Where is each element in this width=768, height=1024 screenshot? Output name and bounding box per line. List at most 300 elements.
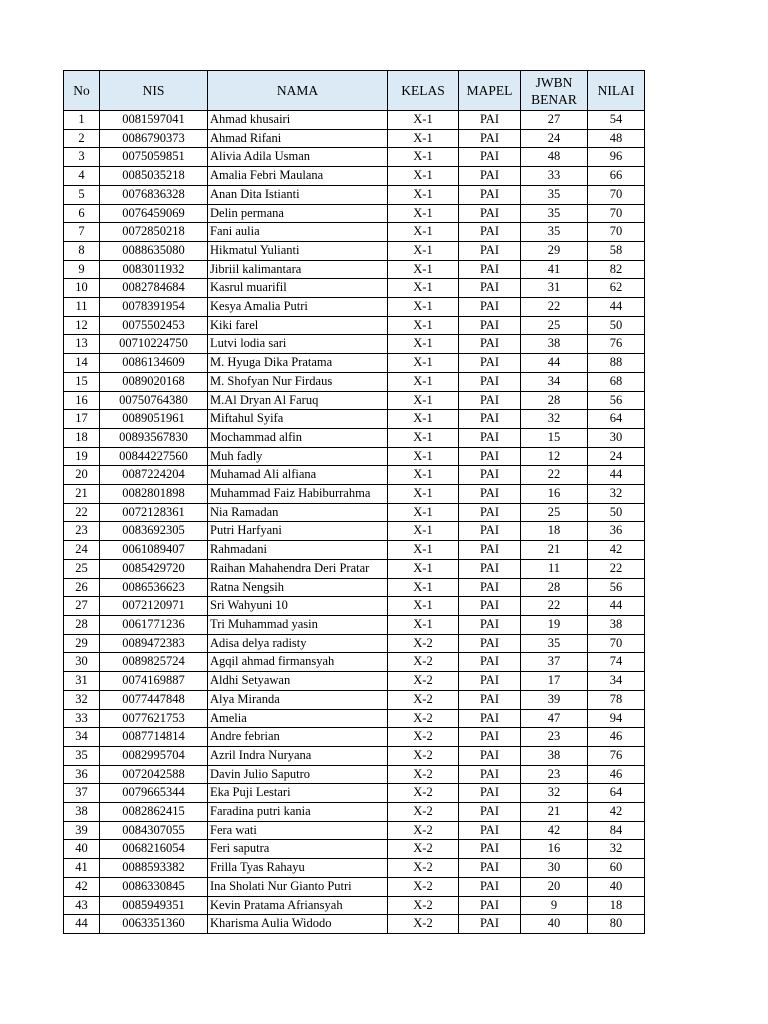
cell-nama: Anan Dita Istianti: [208, 185, 388, 204]
cell-mapel: PAI: [459, 559, 521, 578]
cell-nilai: 70: [588, 634, 645, 653]
cell-no: 33: [64, 709, 100, 728]
cell-jwbn-benar: 22: [521, 298, 588, 317]
cell-nama: Adisa delya radisty: [208, 634, 388, 653]
table-row: [64, 653, 645, 672]
cell-mapel: PAI: [459, 859, 521, 878]
cell-no: 36: [64, 765, 100, 784]
cell-mapel: PAI: [459, 522, 521, 541]
cell-nis: 0082801898: [100, 485, 208, 504]
cell-nis: 0072128361: [100, 503, 208, 522]
cell-no: 24: [64, 541, 100, 560]
cell-nilai: 84: [588, 821, 645, 840]
cell-nilai: 54: [588, 111, 645, 130]
cell-jwbn-benar: 28: [521, 578, 588, 597]
cell-nilai: 76: [588, 335, 645, 354]
table-row: [64, 915, 645, 934]
cell-mapel: PAI: [459, 410, 521, 429]
cell-no: 42: [64, 877, 100, 896]
cell-nama: Rahmadani: [208, 541, 388, 560]
cell-nilai: 32: [588, 840, 645, 859]
cell-nama: Kharisma Aulia Widodo: [208, 915, 388, 934]
cell-jwbn-benar: 37: [521, 653, 588, 672]
cell-kelas: X-2: [388, 672, 459, 691]
cell-mapel: PAI: [459, 167, 521, 186]
cell-mapel: PAI: [459, 204, 521, 223]
cell-no: 19: [64, 447, 100, 466]
cell-kelas: X-2: [388, 709, 459, 728]
cell-no: 25: [64, 559, 100, 578]
cell-nilai: 78: [588, 690, 645, 709]
cell-no: 37: [64, 784, 100, 803]
cell-nama: Fani aulia: [208, 223, 388, 242]
cell-nis: 0089825724: [100, 653, 208, 672]
cell-nilai: 22: [588, 559, 645, 578]
header-kelas: KELAS: [388, 71, 459, 111]
cell-nis: 0086790373: [100, 129, 208, 148]
cell-nis: 0082784684: [100, 279, 208, 298]
cell-nis: 0089472383: [100, 634, 208, 653]
cell-nilai: 70: [588, 223, 645, 242]
cell-kelas: X-1: [388, 204, 459, 223]
cell-no: 11: [64, 298, 100, 317]
cell-jwbn-benar: 23: [521, 728, 588, 747]
cell-kelas: X-1: [388, 466, 459, 485]
table-row: [64, 615, 645, 634]
cell-nama: Mochammad alfin: [208, 428, 388, 447]
cell-no: 4: [64, 167, 100, 186]
cell-no: 13: [64, 335, 100, 354]
cell-mapel: PAI: [459, 447, 521, 466]
cell-nilai: 64: [588, 410, 645, 429]
table-row: [64, 335, 645, 354]
cell-nama: Ratna Nengsih: [208, 578, 388, 597]
table-row: [64, 559, 645, 578]
cell-mapel: PAI: [459, 840, 521, 859]
cell-nilai: 68: [588, 372, 645, 391]
cell-no: 14: [64, 354, 100, 373]
cell-kelas: X-2: [388, 840, 459, 859]
table-row: [64, 372, 645, 391]
cell-jwbn-benar: 17: [521, 672, 588, 691]
cell-mapel: PAI: [459, 877, 521, 896]
cell-no: 43: [64, 896, 100, 915]
cell-nis: 0074169887: [100, 672, 208, 691]
cell-nilai: 40: [588, 877, 645, 896]
cell-kelas: X-1: [388, 485, 459, 504]
cell-kelas: X-1: [388, 241, 459, 260]
cell-nis: 0088635080: [100, 241, 208, 260]
header-nis: NIS: [100, 71, 208, 111]
cell-mapel: PAI: [459, 129, 521, 148]
cell-nis: 0082862415: [100, 803, 208, 822]
cell-mapel: PAI: [459, 428, 521, 447]
cell-jwbn-benar: 40: [521, 915, 588, 934]
cell-no: 17: [64, 410, 100, 429]
cell-mapel: PAI: [459, 896, 521, 915]
cell-nis: 0086134609: [100, 354, 208, 373]
table-row: [64, 241, 645, 260]
cell-nis: 0087224204: [100, 466, 208, 485]
cell-mapel: PAI: [459, 672, 521, 691]
cell-nama: Tri Muhammad yasin: [208, 615, 388, 634]
cell-jwbn-benar: 42: [521, 821, 588, 840]
cell-nis: 0089051961: [100, 410, 208, 429]
cell-nilai: 66: [588, 167, 645, 186]
cell-jwbn-benar: 21: [521, 541, 588, 560]
table-row: [64, 466, 645, 485]
cell-jwbn-benar: 23: [521, 765, 588, 784]
cell-nis: 0077447848: [100, 690, 208, 709]
cell-nilai: 94: [588, 709, 645, 728]
cell-nis: 0085429720: [100, 559, 208, 578]
cell-nis: 00893567830: [100, 428, 208, 447]
cell-nilai: 62: [588, 279, 645, 298]
table-row: [64, 784, 645, 803]
cell-nis: 0082995704: [100, 746, 208, 765]
cell-kelas: X-1: [388, 522, 459, 541]
cell-jwbn-benar: 24: [521, 129, 588, 148]
cell-no: 1: [64, 111, 100, 130]
cell-nama: Ahmad Rifani: [208, 129, 388, 148]
cell-no: 34: [64, 728, 100, 747]
cell-nama: Nia Ramadan: [208, 503, 388, 522]
cell-nama: Kesya Amalia Putri: [208, 298, 388, 317]
table-row: [64, 877, 645, 896]
cell-jwbn-benar: 38: [521, 746, 588, 765]
cell-mapel: PAI: [459, 241, 521, 260]
cell-no: 21: [64, 485, 100, 504]
table-row: [64, 185, 645, 204]
cell-kelas: X-1: [388, 185, 459, 204]
cell-nilai: 30: [588, 428, 645, 447]
cell-mapel: PAI: [459, 728, 521, 747]
cell-no: 40: [64, 840, 100, 859]
cell-kelas: X-2: [388, 746, 459, 765]
cell-nama: Putri Harfyani: [208, 522, 388, 541]
cell-no: 20: [64, 466, 100, 485]
cell-nama: Feri saputra: [208, 840, 388, 859]
cell-nilai: 82: [588, 260, 645, 279]
cell-nama: Delin permana: [208, 204, 388, 223]
cell-nama: Azril Indra Nuryana: [208, 746, 388, 765]
cell-nama: Ina Sholati Nur Gianto Putri: [208, 877, 388, 896]
cell-kelas: X-1: [388, 279, 459, 298]
cell-kelas: X-1: [388, 410, 459, 429]
cell-kelas: X-1: [388, 111, 459, 130]
cell-no: 22: [64, 503, 100, 522]
cell-kelas: X-2: [388, 859, 459, 878]
cell-no: 41: [64, 859, 100, 878]
cell-jwbn-benar: 9: [521, 896, 588, 915]
table-row: [64, 541, 645, 560]
cell-nilai: 34: [588, 672, 645, 691]
cell-kelas: X-1: [388, 223, 459, 242]
cell-nama: Kasrul muarifil: [208, 279, 388, 298]
cell-nis: 00844227560: [100, 447, 208, 466]
cell-jwbn-benar: 22: [521, 466, 588, 485]
table-row: [64, 391, 645, 410]
cell-nis: 0084307055: [100, 821, 208, 840]
cell-mapel: PAI: [459, 784, 521, 803]
cell-no: 23: [64, 522, 100, 541]
cell-nis: 0086536623: [100, 578, 208, 597]
table-row: [64, 522, 645, 541]
cell-kelas: X-2: [388, 765, 459, 784]
cell-kelas: X-2: [388, 690, 459, 709]
cell-nama: M. Shofyan Nur Firdaus: [208, 372, 388, 391]
cell-nilai: 88: [588, 354, 645, 373]
cell-kelas: X-2: [388, 653, 459, 672]
cell-nama: Eka Puji Lestari: [208, 784, 388, 803]
cell-kelas: X-2: [388, 896, 459, 915]
cell-no: 16: [64, 391, 100, 410]
cell-mapel: PAI: [459, 335, 521, 354]
cell-nis: 0076459069: [100, 204, 208, 223]
cell-nama: Muh fadly: [208, 447, 388, 466]
cell-nis: 0078391954: [100, 298, 208, 317]
table-row: [64, 354, 645, 373]
cell-mapel: PAI: [459, 746, 521, 765]
cell-nama: Miftahul Syifa: [208, 410, 388, 429]
cell-no: 15: [64, 372, 100, 391]
cell-jwbn-benar: 27: [521, 111, 588, 130]
cell-mapel: PAI: [459, 765, 521, 784]
cell-kelas: X-2: [388, 803, 459, 822]
cell-nilai: 50: [588, 316, 645, 335]
cell-jwbn-benar: 15: [521, 428, 588, 447]
cell-nama: Kiki farel: [208, 316, 388, 335]
table-row: [64, 428, 645, 447]
cell-no: 35: [64, 746, 100, 765]
table-row: [64, 410, 645, 429]
cell-nilai: 18: [588, 896, 645, 915]
table-row: [64, 129, 645, 148]
table-row: [64, 298, 645, 317]
table-row: [64, 485, 645, 504]
cell-nis: 0063351360: [100, 915, 208, 934]
table-row: [64, 896, 645, 915]
cell-mapel: PAI: [459, 597, 521, 616]
table-row: [64, 728, 645, 747]
cell-nilai: 48: [588, 129, 645, 148]
cell-mapel: PAI: [459, 709, 521, 728]
cell-no: 44: [64, 915, 100, 934]
header-no: No: [64, 71, 100, 111]
cell-jwbn-benar: 39: [521, 690, 588, 709]
cell-jwbn-benar: 44: [521, 354, 588, 373]
cell-no: 30: [64, 653, 100, 672]
cell-jwbn-benar: 30: [521, 859, 588, 878]
cell-kelas: X-1: [388, 391, 459, 410]
cell-no: 39: [64, 821, 100, 840]
cell-no: 32: [64, 690, 100, 709]
cell-kelas: X-2: [388, 877, 459, 896]
cell-nis: 0079665344: [100, 784, 208, 803]
cell-no: 8: [64, 241, 100, 260]
cell-mapel: PAI: [459, 690, 521, 709]
cell-no: 28: [64, 615, 100, 634]
cell-kelas: X-1: [388, 559, 459, 578]
cell-nis: 0072120971: [100, 597, 208, 616]
cell-nama: Frilla Tyas Rahayu: [208, 859, 388, 878]
cell-nis: 0077621753: [100, 709, 208, 728]
cell-nilai: 44: [588, 466, 645, 485]
table-row: [64, 204, 645, 223]
cell-nama: Andre febrian: [208, 728, 388, 747]
cell-kelas: X-1: [388, 129, 459, 148]
cell-jwbn-benar: 22: [521, 597, 588, 616]
cell-jwbn-benar: 35: [521, 223, 588, 242]
cell-nis: 0075059851: [100, 148, 208, 167]
table-row: [64, 821, 645, 840]
table-row: [64, 840, 645, 859]
cell-no: 29: [64, 634, 100, 653]
cell-kelas: X-2: [388, 728, 459, 747]
cell-mapel: PAI: [459, 111, 521, 130]
cell-mapel: PAI: [459, 466, 521, 485]
cell-nama: Sri Wahyuni 10: [208, 597, 388, 616]
cell-kelas: X-1: [388, 372, 459, 391]
cell-jwbn-benar: 16: [521, 485, 588, 504]
cell-mapel: PAI: [459, 503, 521, 522]
cell-kelas: X-1: [388, 541, 459, 560]
cell-jwbn-benar: 41: [521, 260, 588, 279]
cell-jwbn-benar: 35: [521, 185, 588, 204]
cell-kelas: X-1: [388, 428, 459, 447]
cell-nama: Alya Miranda: [208, 690, 388, 709]
cell-nilai: 70: [588, 204, 645, 223]
cell-kelas: X-1: [388, 148, 459, 167]
cell-nilai: 74: [588, 653, 645, 672]
cell-mapel: PAI: [459, 915, 521, 934]
cell-jwbn-benar: 25: [521, 316, 588, 335]
cell-kelas: X-2: [388, 915, 459, 934]
table-row: [64, 765, 645, 784]
cell-nis: 00750764380: [100, 391, 208, 410]
cell-mapel: PAI: [459, 298, 521, 317]
table-row: [64, 316, 645, 335]
cell-nis: 0083692305: [100, 522, 208, 541]
cell-kelas: X-2: [388, 784, 459, 803]
cell-nis: 0087714814: [100, 728, 208, 747]
cell-nis: 0076836328: [100, 185, 208, 204]
header-jwbn-benar: JWBN BENAR: [521, 71, 588, 111]
cell-mapel: PAI: [459, 578, 521, 597]
cell-jwbn-benar: 25: [521, 503, 588, 522]
cell-kelas: X-1: [388, 335, 459, 354]
cell-nilai: 64: [588, 784, 645, 803]
cell-nis: 00710224750: [100, 335, 208, 354]
cell-mapel: PAI: [459, 260, 521, 279]
cell-nama: Alivia Adila Usman: [208, 148, 388, 167]
cell-jwbn-benar: 33: [521, 167, 588, 186]
cell-nilai: 46: [588, 765, 645, 784]
cell-no: 3: [64, 148, 100, 167]
cell-nama: Aldhi Setyawan: [208, 672, 388, 691]
cell-no: 6: [64, 204, 100, 223]
cell-nis: 0072850218: [100, 223, 208, 242]
cell-kelas: X-2: [388, 821, 459, 840]
cell-nama: Amalia Febri Maulana: [208, 167, 388, 186]
cell-nama: Muhamad Ali alfiana: [208, 466, 388, 485]
cell-mapel: PAI: [459, 185, 521, 204]
cell-nis: 0061089407: [100, 541, 208, 560]
cell-mapel: PAI: [459, 354, 521, 373]
cell-no: 27: [64, 597, 100, 616]
table-row: [64, 148, 645, 167]
cell-jwbn-benar: 16: [521, 840, 588, 859]
cell-nama: M.Al Dryan Al Faruq: [208, 391, 388, 410]
cell-kelas: X-1: [388, 597, 459, 616]
cell-nis: 0089020168: [100, 372, 208, 391]
cell-nilai: 60: [588, 859, 645, 878]
cell-kelas: X-1: [388, 447, 459, 466]
cell-jwbn-benar: 12: [521, 447, 588, 466]
cell-jwbn-benar: 11: [521, 559, 588, 578]
table-row: [64, 260, 645, 279]
cell-nilai: 56: [588, 391, 645, 410]
table-row: [64, 503, 645, 522]
cell-nilai: 42: [588, 541, 645, 560]
cell-nilai: 32: [588, 485, 645, 504]
table-row: [64, 803, 645, 822]
header-nama: NAMA: [208, 71, 388, 111]
cell-nama: Faradina putri kania: [208, 803, 388, 822]
cell-nama: Jibriil kalimantara: [208, 260, 388, 279]
table-row: [64, 447, 645, 466]
cell-nilai: 76: [588, 746, 645, 765]
cell-jwbn-benar: 32: [521, 410, 588, 429]
cell-nis: 0085949351: [100, 896, 208, 915]
cell-nilai: 42: [588, 803, 645, 822]
cell-nilai: 80: [588, 915, 645, 934]
table-row: [64, 690, 645, 709]
cell-mapel: PAI: [459, 391, 521, 410]
cell-jwbn-benar: 47: [521, 709, 588, 728]
cell-no: 2: [64, 129, 100, 148]
cell-nis: 0081597041: [100, 111, 208, 130]
cell-jwbn-benar: 28: [521, 391, 588, 410]
cell-nama: Lutvi lodia sari: [208, 335, 388, 354]
cell-jwbn-benar: 21: [521, 803, 588, 822]
cell-nilai: 58: [588, 241, 645, 260]
cell-jwbn-benar: 48: [521, 148, 588, 167]
cell-nama: Hikmatul Yulianti: [208, 241, 388, 260]
table-row: [64, 111, 645, 130]
cell-kelas: X-1: [388, 354, 459, 373]
header-row: [64, 71, 645, 111]
cell-no: 9: [64, 260, 100, 279]
cell-mapel: PAI: [459, 485, 521, 504]
cell-jwbn-benar: 18: [521, 522, 588, 541]
table-row: [64, 672, 645, 691]
table-row: [64, 746, 645, 765]
table-row: [64, 578, 645, 597]
cell-jwbn-benar: 32: [521, 784, 588, 803]
cell-mapel: PAI: [459, 279, 521, 298]
cell-jwbn-benar: 35: [521, 204, 588, 223]
cell-nilai: 44: [588, 298, 645, 317]
cell-nama: M. Hyuga Dika Pratama: [208, 354, 388, 373]
cell-nis: 0086330845: [100, 877, 208, 896]
cell-nis: 0083011932: [100, 260, 208, 279]
cell-no: 31: [64, 672, 100, 691]
cell-nilai: 46: [588, 728, 645, 747]
cell-kelas: X-1: [388, 615, 459, 634]
cell-nama: Fera wati: [208, 821, 388, 840]
cell-no: 5: [64, 185, 100, 204]
